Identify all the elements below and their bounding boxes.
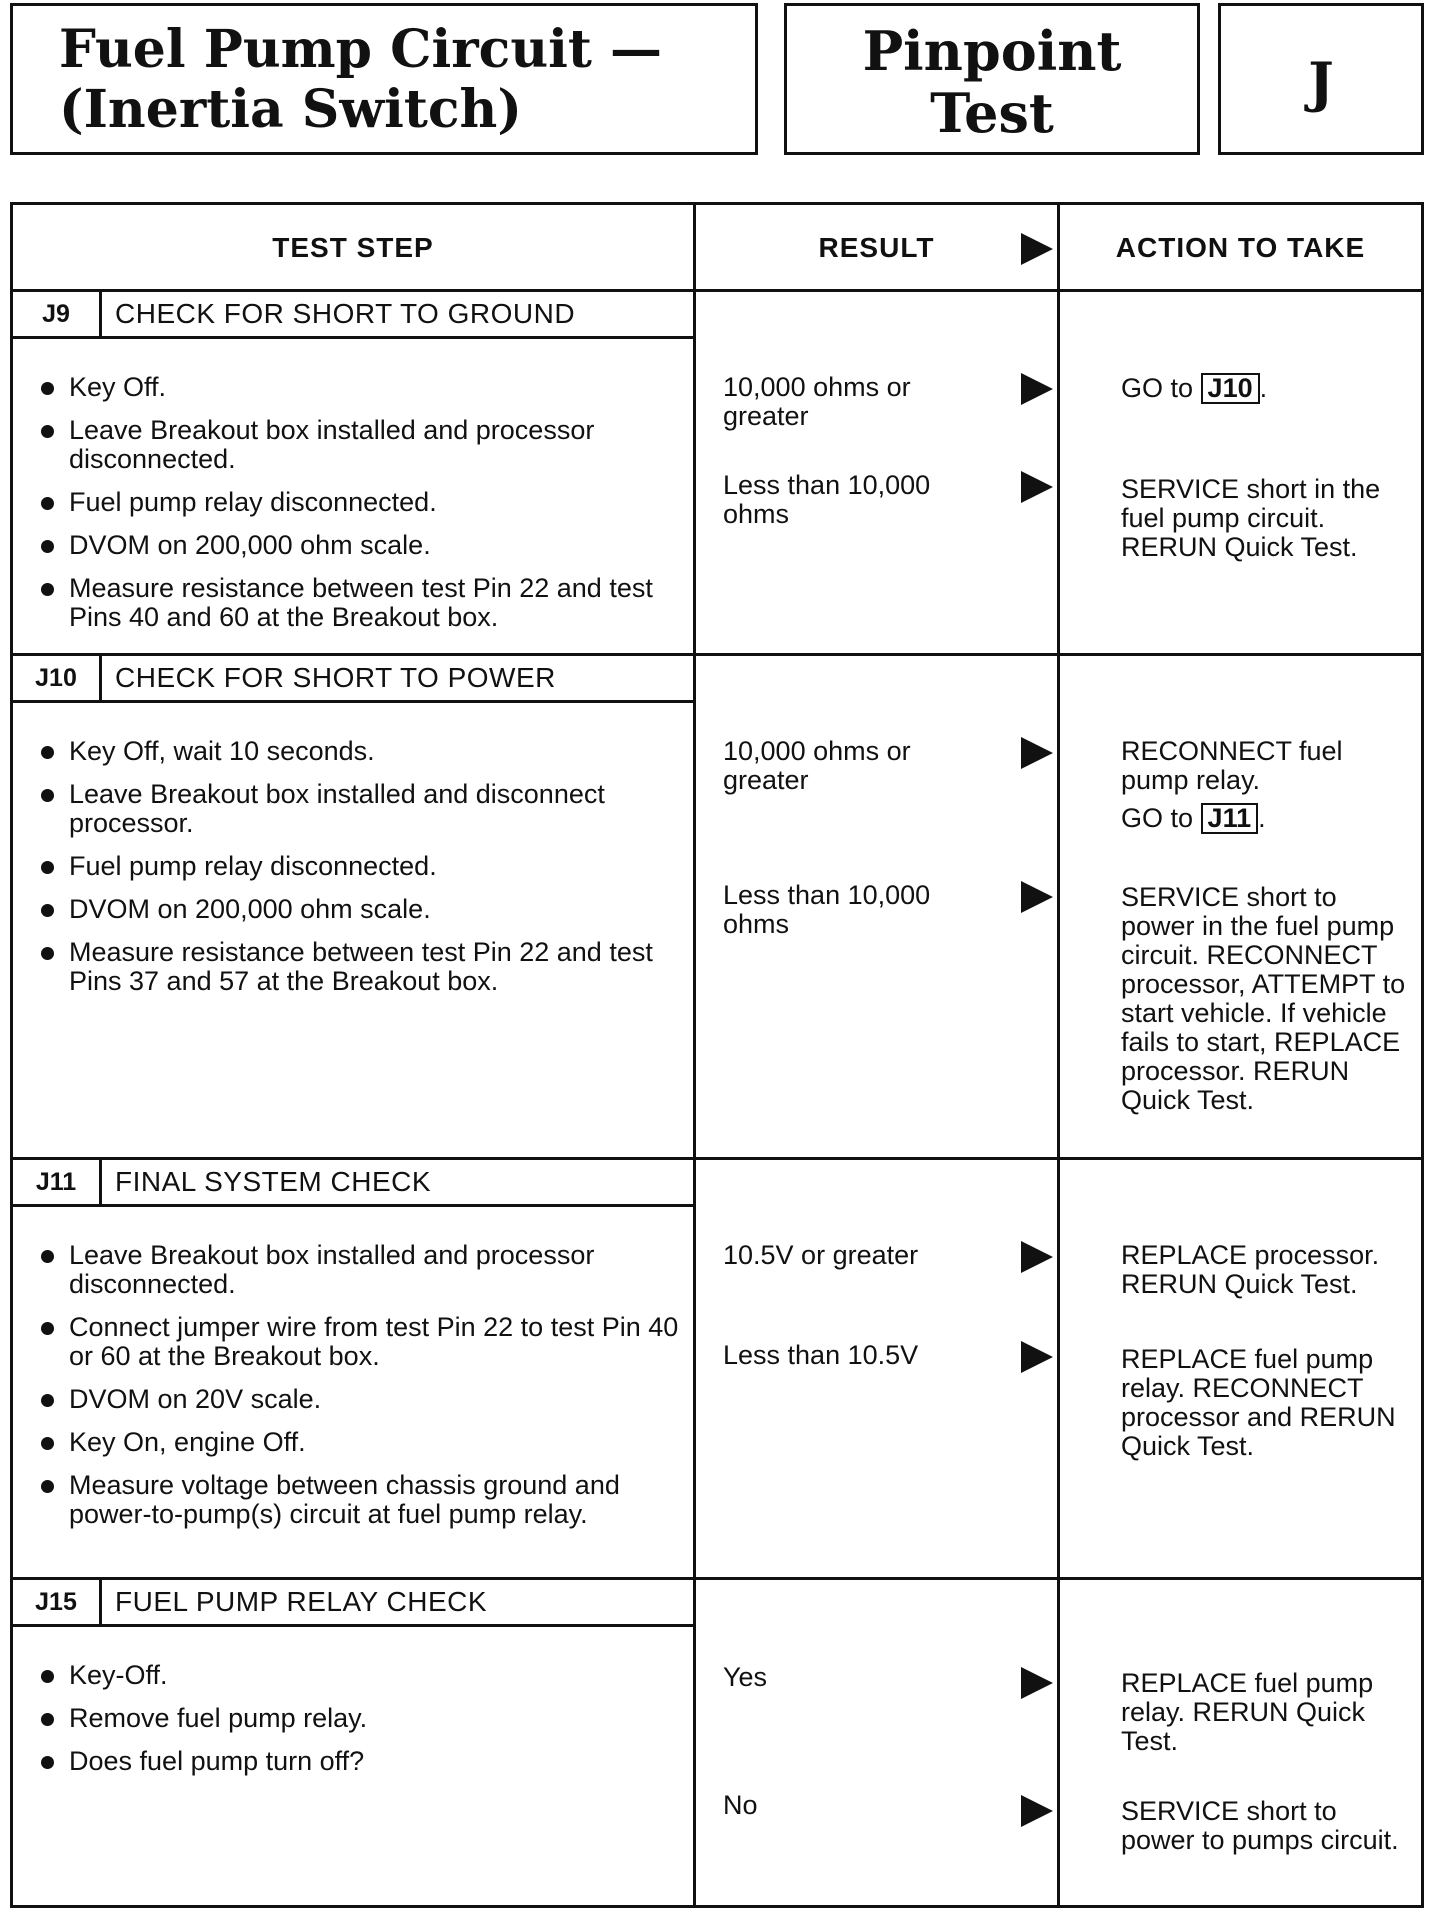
instruction-item: Key Off, wait 10 seconds. (37, 737, 687, 766)
step-header-j11 (13, 1160, 695, 1207)
step-instructions-j10 (37, 737, 687, 1010)
action-text: REPLACE processor. RERUN Quick Test. (1121, 1240, 1380, 1299)
instruction-item: Key-Off. (37, 1661, 687, 1690)
action-text (1121, 373, 1411, 404)
instruction-item: Measure resistance between test Pin 22 and test Pins 40 and 60 at the Breakout box. (37, 574, 687, 632)
instruction-item: Measure resistance between test Pin 22 and test Pins 37 and 57 at the Breakout box. (37, 938, 687, 996)
step-header-j9 (13, 292, 695, 339)
result-text: 10,000 ohms or greater (723, 372, 911, 431)
test-letter: J (1218, 3, 1424, 155)
arrow-icon (1021, 1341, 1053, 1373)
step-instructions-j11 (37, 1241, 687, 1543)
instruction-item: Measure voltage between chassis ground and power-to-pump(s) circuit at fuel pump relay. (37, 1471, 687, 1529)
action-reconnect: RECONNECT fuel pump relay. (1121, 736, 1343, 795)
instruction-item: DVOM on 200,000 ohm scale. (37, 531, 687, 560)
result-text: Yes (723, 1662, 768, 1692)
action-text (1121, 737, 1411, 842)
arrow-icon (1021, 1795, 1053, 1827)
instruction-item: Key On, engine Off. (37, 1428, 687, 1457)
instruction-item: Connect jumper wire from test Pin 22 to test Pin 40 or 60 at the Breakout box. (37, 1313, 687, 1371)
step-instructions-j9 (37, 373, 687, 646)
page-title (10, 3, 758, 155)
instruction-item: Fuel pump relay disconnected. (37, 852, 687, 881)
arrow-icon (1021, 373, 1053, 405)
step-title: CHECK FOR SHORT TO GROUND (115, 298, 576, 329)
step-header-j15 (13, 1580, 695, 1627)
action-goto: GO to (1121, 803, 1194, 833)
step-reference-j10[interactable]: J10 (1201, 373, 1260, 404)
title-line-2: (Inertia Switch) (59, 79, 522, 140)
arrow-icon (1021, 1667, 1053, 1699)
instruction-item: DVOM on 20V scale. (37, 1385, 687, 1414)
step-title: CHECK FOR SHORT TO POWER (115, 662, 556, 693)
step-id: J11 (13, 1160, 102, 1204)
step-instructions-j15 (37, 1661, 687, 1790)
title-line-1: Fuel Pump Circuit — (59, 19, 663, 80)
action-goto-suffix: . (1259, 373, 1268, 403)
pinpoint-test-label (784, 3, 1200, 155)
column-header-action: ACTION TO TAKE (1115, 232, 1366, 263)
instruction-item: Leave Breakout box installed and processor disconnected. (37, 416, 687, 474)
step-id: J10 (13, 656, 102, 700)
step-title: FINAL SYSTEM CHECK (115, 1166, 432, 1197)
arrow-icon (1021, 1241, 1053, 1273)
result-text: Less than 10.5V (723, 1340, 919, 1370)
action-goto-suffix: . (1258, 803, 1266, 833)
pinpoint-line-2: Test (930, 81, 1054, 145)
pinpoint-line-1: Pinpoint (862, 19, 1122, 83)
column-header-result: RESULT (818, 232, 935, 263)
instruction-item: Leave Breakout box installed and disconnect processor. (37, 780, 687, 838)
arrow-icon (1021, 881, 1053, 913)
arrow-icon (1021, 471, 1053, 503)
step-id: J15 (13, 1580, 102, 1624)
result-text: No (723, 1790, 758, 1820)
action-text: REPLACE fuel pump relay. RERUN Quick Test. (1121, 1668, 1374, 1756)
arrow-icon (1021, 233, 1053, 265)
step-header-j10 (13, 656, 695, 703)
instruction-item: Fuel pump relay disconnected. (37, 488, 687, 517)
action-text: REPLACE fuel pump relay. RECONNECT processor and RERUN Quick Test. (1121, 1344, 1396, 1461)
pinpoint-test-table (10, 202, 1424, 1908)
column-divider (693, 205, 696, 1905)
action-text: SERVICE short in the fuel pump circuit. RERUN Quick Test. (1121, 474, 1381, 562)
column-header-test-step: TEST STEP (272, 232, 434, 263)
action-goto: GO to (1121, 373, 1194, 403)
instruction-item: Does fuel pump turn off? (37, 1747, 687, 1776)
instruction-item: Remove fuel pump relay. (37, 1704, 687, 1733)
step-reference-j11[interactable]: J11 (1201, 803, 1259, 834)
instruction-item: Key Off. (37, 373, 687, 402)
result-text: 10.5V or greater (723, 1240, 919, 1270)
instruction-item: Leave Breakout box installed and processor disconnected. (37, 1241, 687, 1299)
step-title: FUEL PUMP RELAY CHECK (115, 1586, 488, 1617)
action-text: SERVICE short to power to pumps circuit. (1121, 1796, 1399, 1855)
result-text: 10,000 ohms or greater (723, 736, 911, 795)
arrow-icon (1021, 737, 1053, 769)
result-text: Less than 10,000 ohms (723, 880, 931, 939)
action-text: SERVICE short to power in the fuel pump circuit. RECONNECT processor, ATTEMPT to start vehicle. If vehicle fails to start, REPLACE processor. RERUN Quick Test. (1121, 882, 1406, 1115)
column-divider (1057, 205, 1060, 1905)
instruction-item: DVOM on 200,000 ohm scale. (37, 895, 687, 924)
result-text: Less than 10,000 ohms (723, 470, 931, 529)
step-id: J9 (13, 292, 102, 336)
